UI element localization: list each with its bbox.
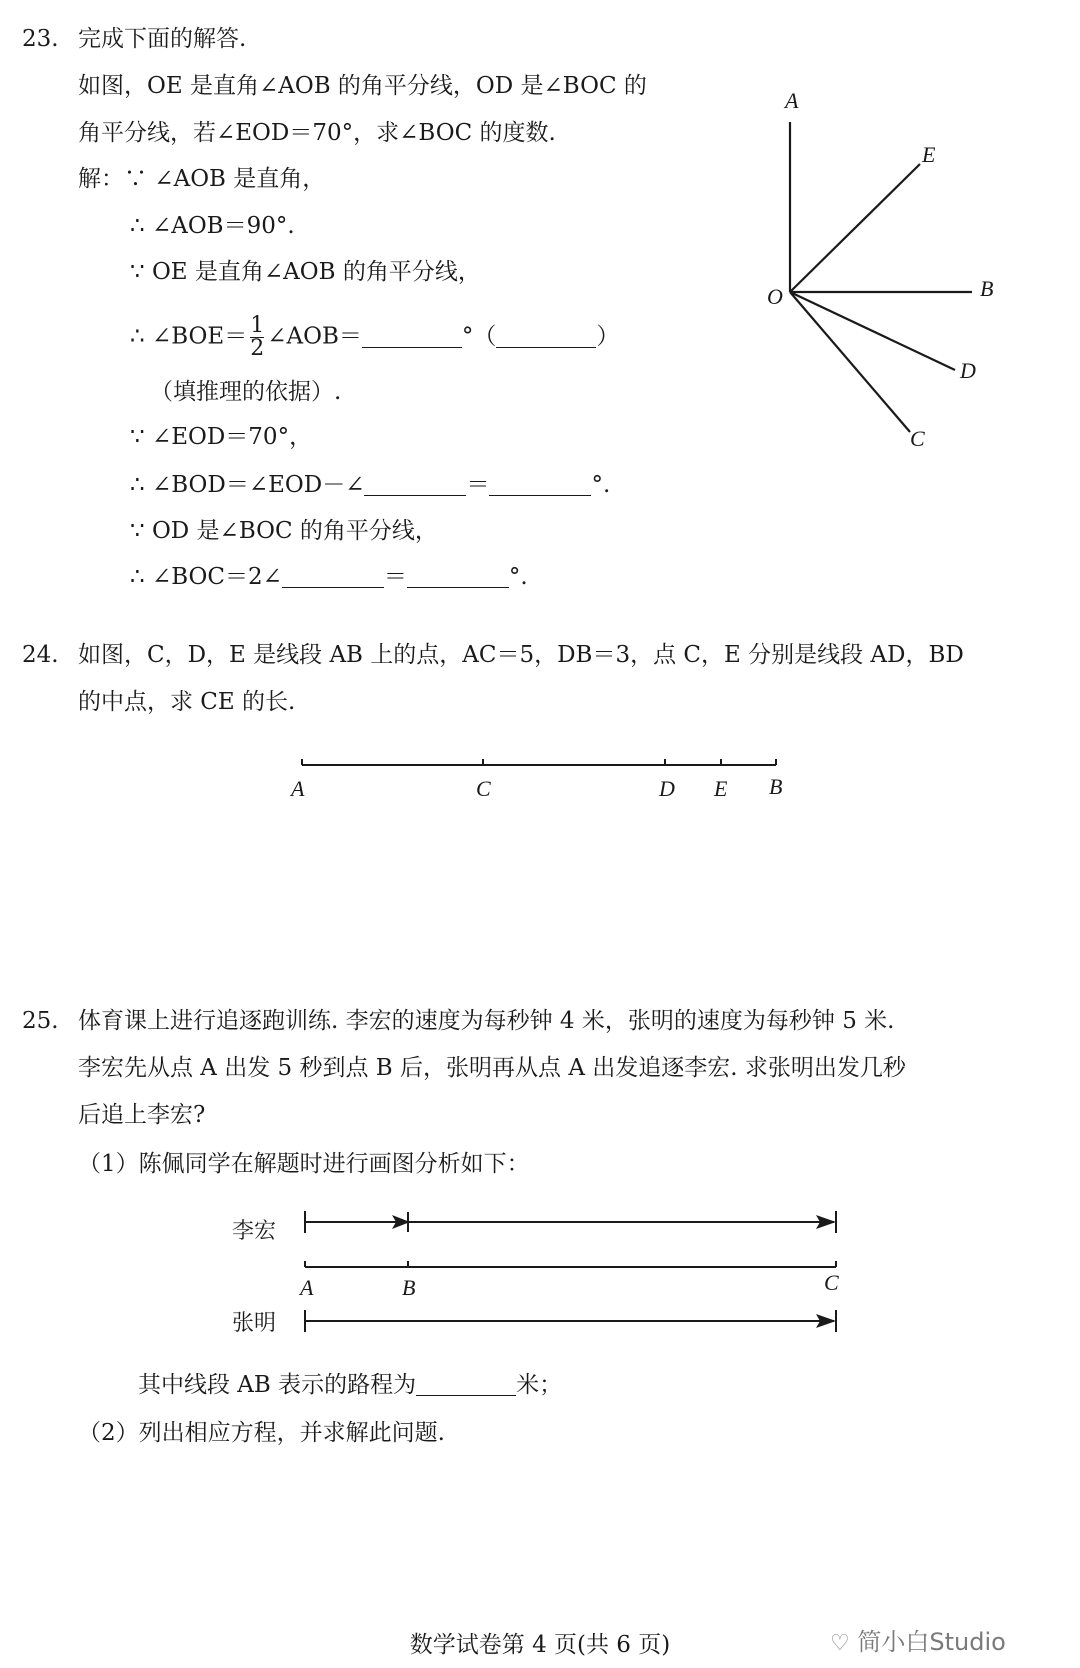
- q23-step4-deg: °（: [461, 323, 497, 350]
- answer-blank-reason[interactable]: [496, 325, 596, 348]
- q23-number: 23.: [22, 26, 59, 52]
- q23-step1: 解：∵ ∠AOB 是直角，: [78, 166, 326, 192]
- q23-step7-eq: ＝: [466, 472, 490, 498]
- q23-step8: ∵ OD 是∠BOC 的角平分线，: [130, 518, 438, 544]
- q23-step4-prefix: ∴ ∠BOE＝: [130, 323, 248, 350]
- fraction-numerator: 1: [250, 313, 265, 338]
- q23-step9-end: °.: [508, 564, 528, 590]
- q25-line1: 体育课上进行追逐跑训练. 李宏的速度为每秒钟 4 米，张明的速度为每秒钟 5 米.: [78, 1008, 895, 1034]
- seg-label-d: D: [659, 776, 675, 801]
- seg-label-c: C: [476, 776, 491, 801]
- q23-step2: ∴ ∠AOB＝90°.: [130, 213, 295, 239]
- li-arrowhead-c: [816, 1215, 836, 1229]
- diagram-label-b: B: [402, 1275, 416, 1300]
- q25-line2: 李宏先从点 A 出发 5 秒到点 B 后，张明再从点 A 出发追逐李宏. 求张明出发几秒: [78, 1055, 906, 1081]
- q23-step6: ∵ ∠EOD＝70°，: [130, 424, 313, 450]
- ray-oe: [790, 164, 920, 292]
- q23-step7: [130, 470, 610, 500]
- q25-part1: （1）陈佩同学在解题时进行画图分析如下：: [78, 1151, 530, 1177]
- q24-line2: 的中点，求 CE 的长.: [78, 689, 296, 715]
- seg-label-a: A: [291, 776, 305, 801]
- q23-step4-mid: ∠AOB＝: [267, 323, 362, 350]
- ray-oc: [790, 292, 910, 432]
- q24-number: 24.: [22, 642, 59, 668]
- wechat-icon: ♡: [830, 1631, 850, 1656]
- q25-ab-line: [138, 1370, 562, 1400]
- q25-number: 25.: [22, 1008, 59, 1034]
- seg-label-e: E: [714, 776, 728, 801]
- answer-blank-ab-distance[interactable]: [416, 1373, 516, 1396]
- seg-label-b: B: [769, 774, 783, 799]
- point-label-e: E: [922, 142, 936, 167]
- answer-blank-angle[interactable]: [364, 473, 466, 496]
- fraction-denominator: 2: [250, 336, 265, 361]
- q23-stem-line2: 角平分线，若∠EOD＝70°，求∠BOC 的度数.: [78, 120, 556, 146]
- q23-step7-end: °.: [591, 472, 611, 498]
- answer-blank-bod[interactable]: [489, 473, 591, 496]
- page-footer: 数学试卷第 4 页(共 6 页): [409, 1632, 671, 1658]
- q23-step9-prefix: ∴ ∠BOC＝2∠: [130, 564, 282, 590]
- q23-step4-close: ）: [596, 323, 620, 350]
- q24-line1: 如图，C，D，E 是线段 AB 上的点，AC＝5，DB＝3，点 C，E 分别是线段 AD，BD: [78, 642, 964, 668]
- q23-step5: （填推理的依据）.: [150, 379, 342, 405]
- q23-step9-eq: ＝: [383, 564, 407, 590]
- q23-step3: ∵ OE 是直角∠AOB 的角平分线，: [130, 259, 481, 285]
- zhang-arrowhead-c: [816, 1314, 836, 1328]
- label-li-hong: 李宏: [232, 1219, 277, 1244]
- q25-part2: （2）列出相应方程，并求解此问题.: [78, 1420, 445, 1446]
- li-arrowhead-b: [392, 1215, 410, 1229]
- q25-line3: 后追上李宏?: [78, 1102, 206, 1128]
- watermark-text: 简小白Studio: [857, 1628, 1006, 1656]
- half-fraction: [250, 315, 264, 360]
- ray-od: [790, 292, 955, 370]
- point-label-o: O: [767, 284, 783, 309]
- q25-ab-prefix: 其中线段 AB 表示的路程为: [138, 1372, 417, 1398]
- q23-step7-prefix: ∴ ∠BOD＝∠EOD－∠: [130, 472, 365, 498]
- point-label-d: D: [960, 358, 976, 383]
- diagram-label-c: C: [824, 1270, 839, 1295]
- point-label-c: C: [910, 426, 925, 451]
- q23-title: 完成下面的解答.: [78, 26, 247, 52]
- point-label-b: B: [980, 276, 994, 301]
- answer-blank-angle2[interactable]: [282, 565, 384, 588]
- q23-step9: [130, 562, 528, 592]
- point-label-a: A: [785, 88, 799, 113]
- q23-step4: [130, 315, 619, 360]
- label-zhang-ming: 张明: [232, 1311, 277, 1336]
- diagram-label-a: A: [300, 1275, 314, 1300]
- watermark: [830, 1622, 1006, 1657]
- answer-blank-boc[interactable]: [407, 565, 509, 588]
- answer-blank-boe[interactable]: [362, 325, 462, 348]
- q23-stem-line1: 如图，OE 是直角∠AOB 的角平分线，OD 是∠BOC 的: [78, 73, 647, 99]
- q25-ab-unit: 米；: [516, 1372, 563, 1398]
